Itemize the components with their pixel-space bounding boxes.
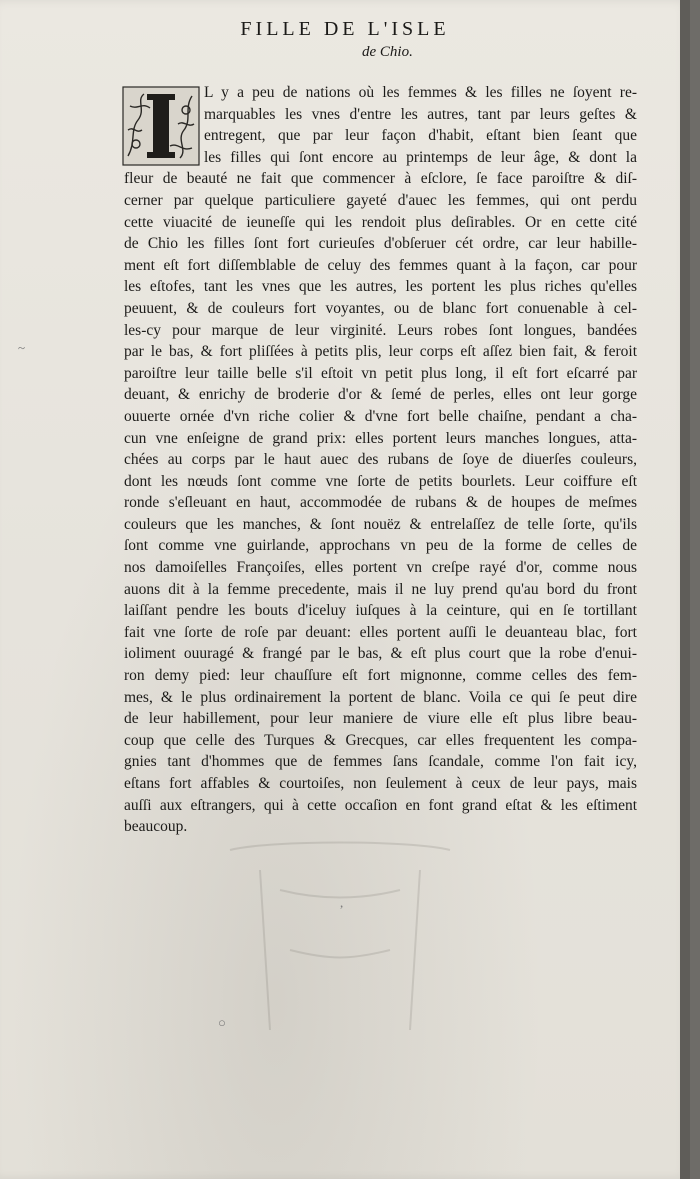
body-text [124,82,637,838]
text-line: par le bas, & fort pliſſées à petits plis, leur corps eſt aſſez bien fait, & feroit [124,343,637,361]
text-line: fait vne ſorte de roſe par deuant: elles portent auſſi le deuanteau blac, fort [124,623,637,641]
text-line: ſont comme vne guirlande, approchans vn peu de la forme de celles de [124,537,637,555]
text-line: gnies tant d'hommes que de femmes ſans ſcandale, comme l'on fait icy, [124,753,637,771]
text-line: cette viuacité de ieuneſſe qui les rendoit plus deſirables. Or en cette cité [124,213,637,231]
text-line: marquables les vnes d'entre les autres, tant par leurs geſtes & [204,105,637,123]
text-line: coup que celle des Turques & Grecques, car elles frequentent les compa- [124,731,637,749]
running-head-title: FILLE DE L'ISLE [240,18,450,40]
text-line: dont les nœuds ſont comme vne ſorte de petits bourlets. Leur coiffure eſt [124,472,637,490]
text-line: beaucoup. [124,818,188,836]
text-line: laiſſant pendre les bouts d'iceluy iuſques à la ceinture, qui en ſe tortillant [124,602,637,620]
text-line: L y a peu de nations où les femmes & les filles ne ſoyent re- [204,84,637,101]
text-line: les filles qui ſont encore au printemps de leur âge, & dont la [204,148,637,166]
text-line: couleurs que les manches, & ſont nouëz & entrelaſſez de telle ſorte, qu'ils [124,515,637,533]
text-line: mes, & le plus ordinairement la portent de blanc. Voila ce qui ſe peut dire [124,688,637,706]
text-line: ioliment ouuragé & frangé par le bas, & eſt plus court que la robe d'enui- [124,645,637,663]
text-line: ouuerte ornée d'vn riche colier & d'vne fort belle chaiſne, pendant a cha- [124,407,637,425]
text-line: deuant, & enrichy de broderie d'or & ſemé de perles, elles ont leur gorge [124,386,637,404]
text-line: entregent, que par leur façon d'habit, eſtant bien ſeant que [204,127,637,145]
show-through-image [190,830,490,1050]
margin-mark: ~ [18,340,26,355]
text-line: chées au corps par le haut auec des rubans de ſoye de diuerſes couleurs, [124,451,637,469]
stray-mark: , [340,895,344,910]
text-line: paroiſtre leur taille belle s'il eſtoit vn petit plus long, il eſt fort eſcarré par [124,364,637,382]
text-line: les eſtofes, tant les vnes que les autres, les portent les plus riches qu'elles [124,278,637,296]
text-line: fleur de beauté ne fait que commencer à eſclore, ſe face paroiſtre & diſ- [124,170,637,188]
text-line: peuuent, & de couleurs fort voyantes, ou de blanc fort conuenable à cel- [124,299,637,317]
running-head-subtitle: de Chio. [362,44,413,60]
stray-mark: ○ [218,1015,226,1030]
text-line: de leur habillement, pour leur maniere de viure elle eſt plus libre beau- [124,710,637,728]
text-line: eſtans fort affables & courtoiſes, non ſeulement à ceux de leur pays, mais [124,775,637,792]
text-line: nos damoiſelles Françoiſes, elles portent vn creſpe rayé d'or, comme nous [124,559,637,577]
initial-glyph: I [122,86,123,87]
text-line: auſſi aux eſtrangers, qui à cette occaſion en font grand eſtat & les eſtiment [124,796,637,814]
page-edge [680,0,690,1179]
text-line: ronde s'eſleuant en haut, accommodée de rubans & de houpes de meſmes [124,494,637,512]
text-line: ment eſt fort diſſemblable de celuy des femmes quant à la façon, car pour [124,256,637,274]
text-line: les-cy pour marque de leur virginité. Leurs robes ſont longues, bandées [124,321,637,339]
text-line: de Chio les filles ſont fort curieuſes d'obſeruer cét ordre, car leur habille- [124,235,637,253]
text-line: cun vne enſeigne de grand prix: elles portent leurs manches longues, atta- [124,429,637,447]
text-line: ron demy pied: leur chauſſure eſt fort mignonne, comme celles des fem- [124,667,637,685]
text-line: auons dit à la femme precedente, mais il ne luy prend qu'au bord du front [124,580,637,598]
text-line: cerner par quelque particuliere gayeté d'auec les femmes, qui ont perdu [124,191,637,209]
